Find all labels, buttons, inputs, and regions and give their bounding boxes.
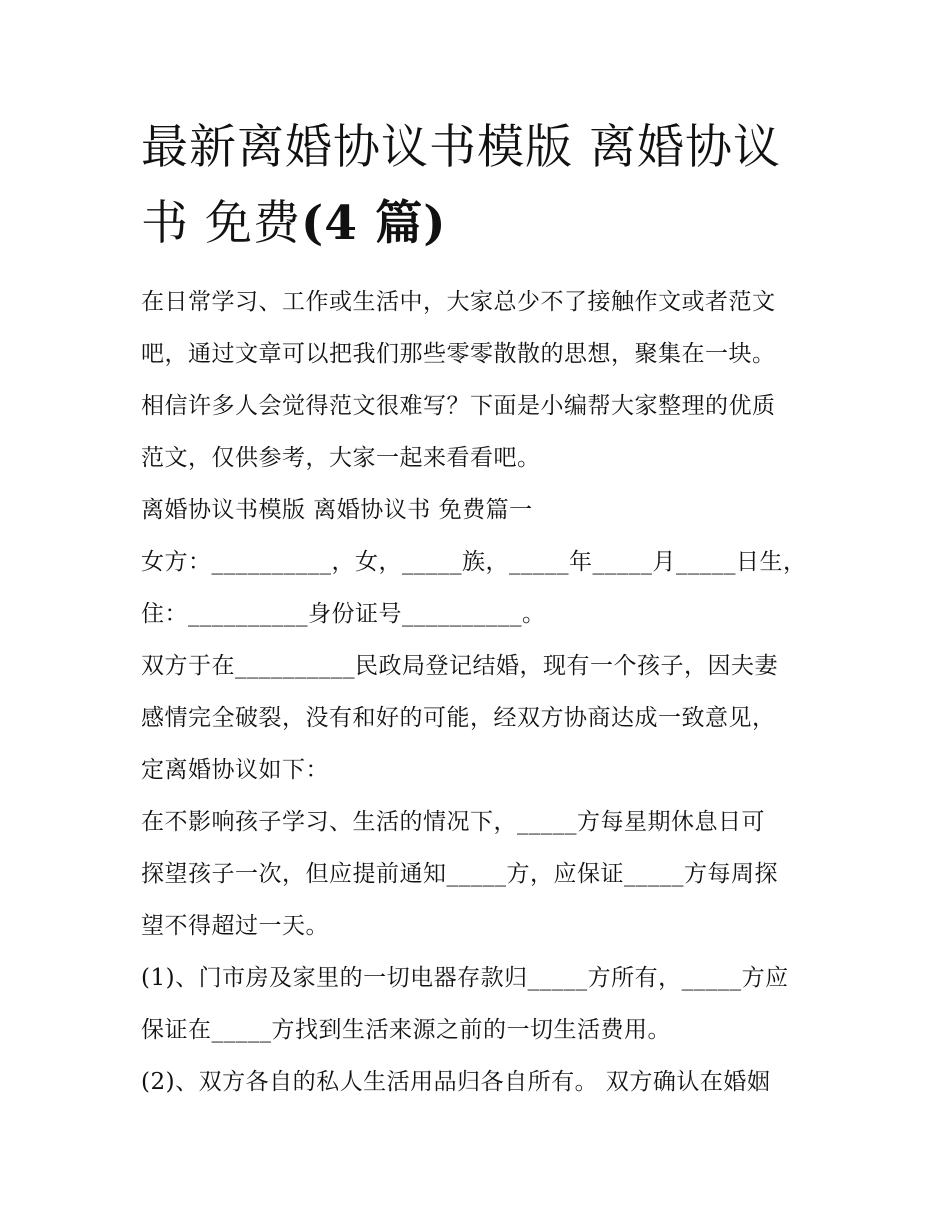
document-page (141, 110, 821, 1108)
agreement-line-3: 双方于在__________民政局登记结婚，现有一个孩子，因夫妻 (141, 653, 778, 679)
intro-line-4: 范文，仅供参考，大家一起来看看吧。 (141, 445, 541, 471)
intro-line-3: 相信许多人会觉得范文很难写？下面是小编帮大家整理的优质 (141, 393, 776, 419)
intro-line-1: 在日常学习、工作或生活中，大家总少不了接触作文或者范文 (141, 289, 776, 315)
document-title (141, 110, 821, 262)
agreement-line-6: 在不影响孩子学习、生活的情况下，_____方每星期休息日可 (141, 809, 765, 835)
agreement-line-8: 望不得超过一天。 (141, 913, 329, 939)
section-heading: 离婚协议书模版 离婚协议书 免费篇一 (141, 497, 533, 523)
agreement-line-1: 女方：__________，女，_____族，_____年_____月_____日生， (141, 549, 807, 575)
title-line-2-suffix: (4 篇) (300, 196, 447, 251)
agreement-line-5: 定离婚协议如下： (141, 757, 329, 783)
title-line-1: 最新离婚协议书模版 离婚协议 (141, 120, 781, 175)
intro-line-2: 吧，通过文章可以把我们那些零零散散的思想，聚集在一块。 (141, 341, 776, 367)
title-line-2-prefix: 书 免费 (141, 196, 301, 251)
agreement-line-10: 保证在_____方找到生活来源之前的一切生活费用。 (141, 1017, 671, 1043)
agreement-line-2: 住：__________身份证号__________。 (141, 601, 546, 627)
agreement-line-9: (1)、门市房及家里的一切电器存款归_____方所有，_____方应 (141, 965, 789, 991)
agreement-line-11: (2)、双方各自的私人生活用品归各自所有。 双方确认在婚姻 (141, 1069, 771, 1095)
agreement-line-4: 感情完全破裂，没有和好的可能，经双方协商达成一致意见， (141, 705, 776, 731)
agreement-line-7: 探望孩子一次，但应提前通知_____方，应保证_____方每周探 (141, 861, 778, 887)
